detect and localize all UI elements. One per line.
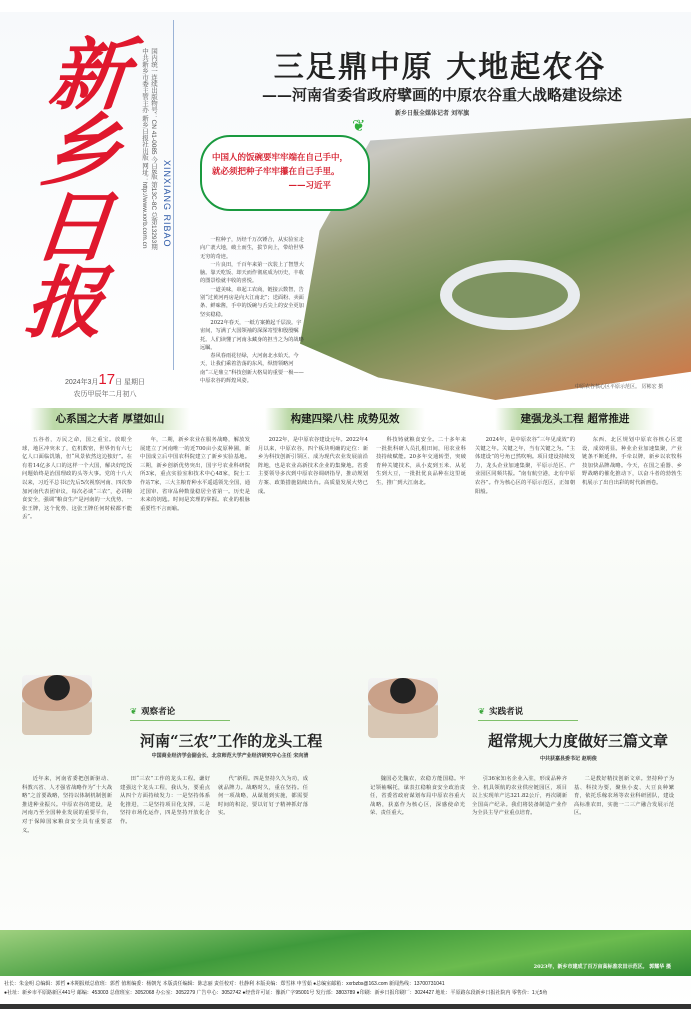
portrait-face: [22, 675, 92, 711]
section-heading: 构建四梁八柱 成势见效: [265, 408, 425, 430]
commentary-title: 超常规大力度做好三篇文章: [488, 732, 669, 750]
farmland-caption: 2023年，新乡市建成了百万亩高标准农田示范区。 郭耀华 摄: [533, 964, 671, 970]
column-tag: [130, 705, 230, 721]
lunar-date: 农历甲辰年二月初八: [73, 391, 137, 398]
paragraph: 魏国必先魏农，农稳方能国稳。牢记领袖嘱托，谋表扛稳粮食安全政治责任，省委省政府谋划布局中原农谷重大战略，获嘉作为核心区，深感使命光荣、责任重大。: [370, 776, 465, 817]
section-heading: 建强龙头工程 超常推进: [495, 408, 655, 430]
masthead-pinyin: XINXIANG RIBAO: [162, 160, 172, 248]
article-column: [582, 436, 682, 671]
leaf-icon: ❦: [352, 116, 366, 135]
footer-line: 社长：朱金明 总编辑：郭哲 ●本期报纸总值班：郭哲 值班编委：杨朝光 本版责任编辑：陈志丽 责任校对：杜静利 本版美编：郑雪林 申雪茹 ●总编室邮箱：xxrbzbs@163.com 新闻热线：13700731041: [4, 981, 445, 987]
lead-intro: [200, 236, 304, 385]
paragraph: 科技铸就粮食安全。二十多年来一批批科研人员扎根田间，用农业科技持续赋能。20多年交通转型，突破育种关键技术，从小麦到玉米、从花生到大豆，一批批优良品种在这里诞生，推广到大江南北。: [376, 437, 466, 486]
article-column: [370, 775, 465, 935]
lead-headline: 三足鼎中原 大地起农谷: [273, 50, 607, 85]
portrait-zhao: [368, 678, 438, 738]
intro-paragraph: 一道美味，串起工农商，链接云数智，告别“过黄河再房是向大江南北”；送面粉、卖面条、鲜味酱，手中的饭碗与舌尖上的安全更加坚实稳稳。: [200, 286, 304, 318]
commentary-byline: 中共获嘉县委书记 赵明俊: [540, 756, 597, 762]
bottom-bar: [0, 1004, 691, 1009]
article-column: [574, 775, 674, 935]
intro-paragraph: 一粒种子，历经千万次锤合，从实验室走向广袤大地，破土而生，拔节向上，带给世界无穷的奇迹。: [200, 237, 304, 260]
masthead-info: [140, 48, 158, 318]
publication-number: 国内统一连续出版物号：CN 41-0085 今日8版 第13C-8C 总第13293期: [150, 48, 157, 250]
paragraph: 近年来，河南省委把创新驱动、科教兴省、人才强省战略作为“十大战略”之首要战略，坚持以体制机制创新推进种业振兴。中原农谷的建设，是河南乃至全国种业发展的重要平台，对于保障国家粮食安全具有重要意义。: [22, 776, 112, 834]
leaf-icon: ❦: [478, 707, 486, 717]
commentary-byline: 中国商业经济学会副会长、北京师范大学产业经济研究中心主任 宋向清: [151, 753, 309, 759]
section-heading: 心系国之大者 厚望如山: [30, 408, 190, 430]
quote-author: ——习近平: [288, 181, 331, 191]
intro-paragraph: 2022年春天，一纸方案掀起千层浪。宇宙间，写满了大国领袖的深深寄望和殷殷嘱托。人们读懂了河南永藏身的担当之为的战略远瞩。: [200, 319, 304, 351]
article-column: [472, 775, 567, 935]
tag-label: 观察者论: [141, 707, 176, 717]
paragraph: 2022年，是中原农谷建设元年。2022年4月以来，中原农谷，四个板块明确的定位：新乡为科技创新引领区、成为现代农业发展前沿阵地，也是农业高新技术企业的集聚地。省委主要领导多次到中原农谷调研指导，推动规划方案、政策措施陆续出台。高质量发展大势已成。: [258, 437, 368, 495]
paragraph: 二是教好精技创新文章。坚持种子为基、科技为要，聚焦小麦、大豆良种繁育，依托乐稼农场等农业科研团队，建设高标准农田，实施一二三产融合发展示范区。: [574, 776, 674, 817]
article-column: [22, 436, 132, 671]
paragraph: 代”新程。四是坚持久久为功，成就品牌力。战略时久，重在坚持。任何一项战略，从谋划到实施，都需要时间的积淀，要以钉钉子精神抓好落实。: [218, 776, 308, 817]
article-column: [140, 436, 250, 671]
portrait-face: [368, 678, 438, 714]
divider: [173, 20, 174, 370]
paragraph: 引36家知名企业入驻，形成品种齐全、机具领航的农业供应链园区，项目以上实现单产达321.82公斤，再次刷新全国高产纪录。我们将装备制造产业作为全县主导产业重点培育。: [472, 776, 567, 817]
article-column: [218, 775, 308, 935]
portrait-song: [22, 675, 92, 735]
tag-label: 实践者说: [489, 707, 524, 717]
leaf-icon: ❦: [130, 707, 138, 717]
commentary-title: 河南“三农”工作的龙头工程: [140, 732, 323, 750]
article-column: [475, 436, 575, 671]
quote-box: [200, 135, 370, 211]
article-column: [120, 775, 210, 935]
article-column: [22, 775, 112, 935]
date-day: 17: [98, 371, 116, 388]
footer-info: [4, 980, 688, 998]
photo-caption: 中原农谷核心区平原示范区。 厉彬宏 摄: [575, 384, 664, 390]
lead-byline: 新乡日报全媒体记者 刘军旗: [395, 110, 470, 117]
date-suffix: 日 星期日: [115, 379, 146, 386]
publisher-info: 中共新乡市委主管主办 新乡日报社出版 网址：http://www.xxrb.com.cn: [141, 48, 148, 249]
paragraph: 2024年，是中原农谷“三年见成效”的关键之年。关键之年，当有关键之为。“主体建设”的号角已然吹响。项目建设持续发力，龙头企业加速集聚，平原示范区、产业园区同频共振。“南有航空港，北有中原农谷”。作为核心区的平原示范区，正如朝阳般。: [475, 437, 575, 495]
lead-subheadline: ——河南省委省政府擘画的中原农谷重大战略建设综述: [261, 86, 622, 104]
date-prefix: 2024年3月: [64, 379, 99, 386]
paragraph: 五谷者，万民之命，国之重宝。放眼全球，地区冲突未了，危机数密，世界仍有六七亿人口面临饥饿，但“风景依然这边独好”。在有着14亿多人口的这样一个大国，解决好吃饭问题始终是治国理政的头等大事。党的十八大以来，习近平总书记先后5次视察河南、四次参加河南代表团审议，每次必谈“三农”，必讲粮食安全，强调“粮食生产是河南的一大优势、一张王牌，这个优势、这张王牌任何时候都不能丢”。: [22, 437, 132, 521]
column-tag: [478, 705, 578, 721]
paragraph: 东西、北区规划中原农谷核心区建设，成效明显。种业企业加速集聚，产业链条不断延伸。手牵以牌，新乡以农牧科技加快品牌战略。今天，在国之重器、乡野战略的催化推动下，以奋斗者的勃勃生机展示了出自出彩的时代新画卷。: [582, 437, 682, 486]
intro-paragraph: 一片良田，千百年来第一次装上了智慧大脑。靠天吃饭、却天而作彻底成为历史，丰收的图景绘就丰收的喜悦。: [200, 261, 304, 285]
intro-paragraph: 春风春雨花径绿，大河南北水始天。今天，让我们乘着浩荡的东风，纵情领略河南“三足鼎立”科技创新大格局的重要一极——中原农谷的辉煌风姿。: [200, 353, 304, 385]
footer-line: ●社址：新乡市平原路新区441号 邮编：453003 总值班室：3052068 办公室：3052279 广告中心：3052742 ●经营许可证：豫新广字95001号 发行部：3803789 ●印刷：新乡日报印刷厂：3024427 地址：平原路东段新乡日报社院内 零售价：1元5角: [4, 990, 548, 996]
quote-text: 中国人的饭碗要牢牢端在自己手中，就必须把种子牢牢攥在自己手里。: [212, 153, 349, 177]
issue-date: [40, 371, 170, 401]
aerial-photo-building: [440, 260, 580, 330]
article-column: [376, 436, 466, 671]
paragraph: 田“三农”工作的龙头工程。谦好建强这个龙头工程，我认为，要重点从四个方面持续发力：一是坚持体系化推进，二是坚持项目化支撑，三是坚持市场化运作，四是坚持开放化合作。: [120, 776, 210, 825]
masthead-logo: 新 乡 日 报: [21, 30, 133, 349]
paragraph: 年，二期，新乡农业在服务战略，解放发展建立了河南唯一的近700亩小麦原种圃，新中国成立后中国农科院建立了新乡实验基地。三期，新乡创新优势突出，国字号农业科研院所3家，重点实验室和技术中心48家，院士工作站7家，三大主粮育种水平遥遥领先全国，通过国审、省审品种数量稳居全省第一。历史是未来的钥匙。时间是宾理的掌握。农业的根脉重要性不言而喻。: [140, 437, 250, 512]
article-column: [258, 436, 368, 671]
